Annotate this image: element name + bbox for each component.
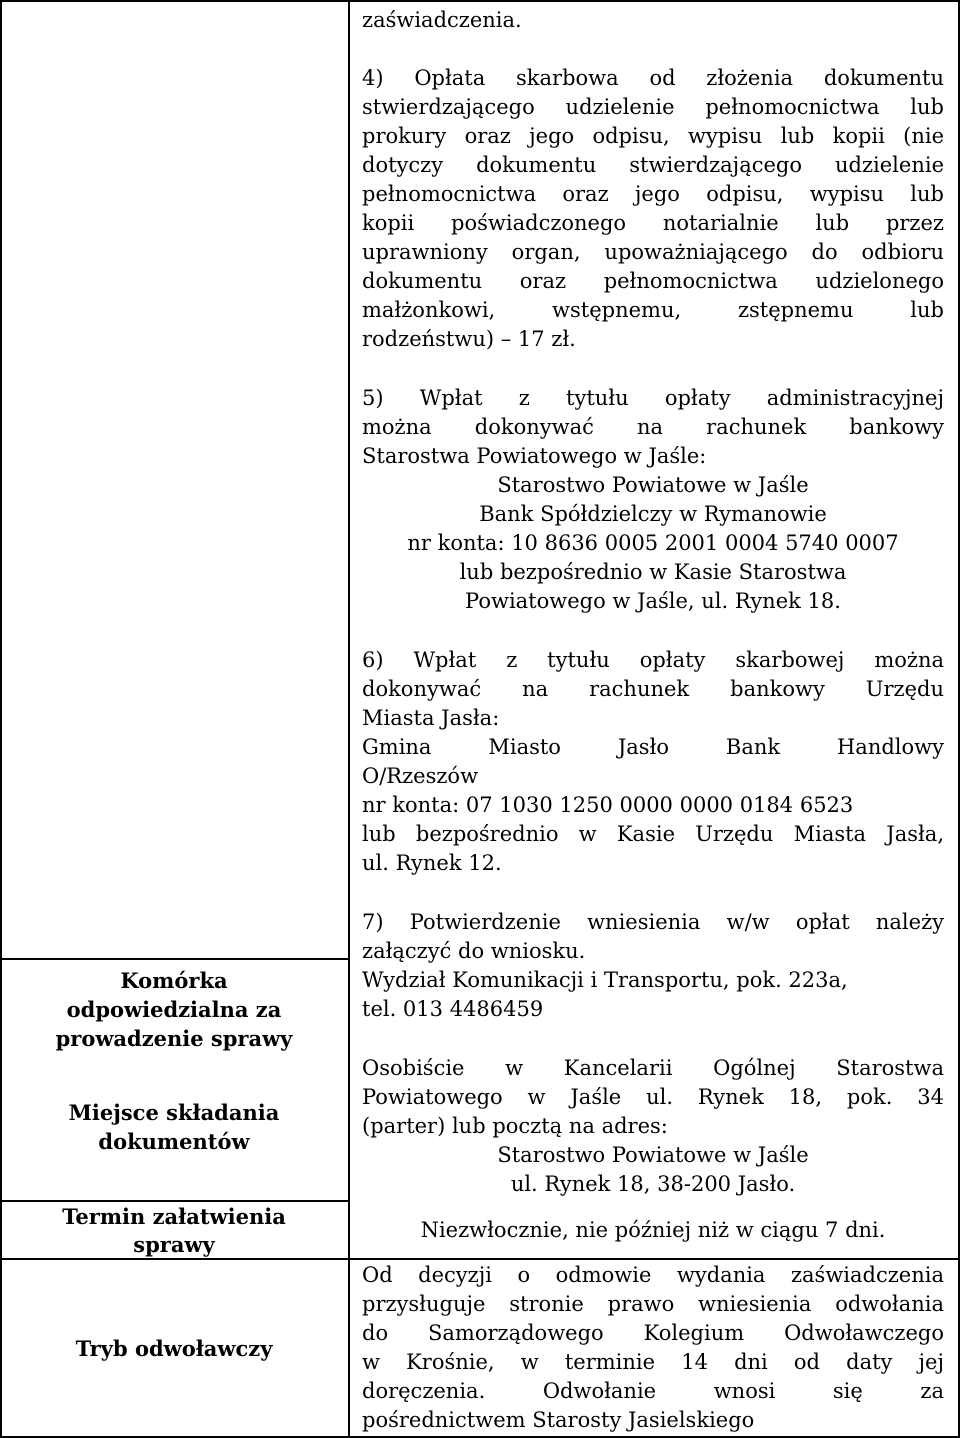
text-line: 6) Wpłat z tytułu opłaty skarbowej można: [362, 648, 944, 672]
text-line: lub bezpośrednio w Kasie Starostwa: [459, 560, 847, 584]
text-line: 5) Wpłat z tytułu opłaty administracyjnej: [362, 386, 944, 410]
text-line: prokury oraz jego odpisu, wypisu lub kopii (nie: [362, 124, 944, 148]
continuation-text: zaświadczenia.: [362, 8, 522, 32]
text-line: rodzeństwu) – 17 zł.: [362, 327, 576, 351]
column-divider: [348, 0, 350, 1436]
text-line: uprawniony organ, upoważniającego do odbioru: [362, 240, 944, 264]
text-line: można dokonywać na rachunek bankowy: [362, 415, 944, 439]
label-line: prowadzenie sprawy: [55, 1026, 293, 1051]
address-line: ul. Rynek 18, 38-200 Jasło.: [510, 1172, 796, 1196]
text-line: pełnomocnictwa oraz jego odpisu, wypisu lub: [362, 182, 944, 206]
text-line: stwierdzającego udzielenie pełnomocnictwa lub: [362, 95, 944, 119]
account-number: nr konta: 07 1030 1250 0000 0000 0184 6523: [362, 793, 854, 817]
address-line: Starostwo Powiatowe w Jaśle: [497, 1143, 809, 1167]
deadline-value: Niezwłocznie, nie później niż w ciągu 7 dni.: [420, 1218, 886, 1242]
row-divider: [0, 958, 348, 960]
bank-name: Bank Spółdzielczy w Rymanowie: [479, 502, 827, 526]
label-line: odpowiedzialna za: [66, 997, 282, 1022]
text-line: (parter) lub pocztą na adres:: [362, 1114, 668, 1138]
account-holder: Starostwo Powiatowe w Jaśle: [497, 473, 809, 497]
text-line: Powiatowego w Jaśle, ul. Rynek 18.: [465, 589, 841, 613]
text-line: dokumentu oraz pełnomocnictwa udzielonego: [362, 269, 944, 293]
text-line: dokonywać na rachunek bankowy Urzędu: [362, 677, 944, 701]
account-number: nr konta: 10 8636 0005 2001 0004 5740 0007: [407, 531, 899, 555]
text-line: pośrednictwem Starosty Jasielskiego: [362, 1408, 755, 1432]
text-line: 7) Potwierdzenie wniesienia w/w opłat należy: [362, 910, 944, 934]
label-appeal-procedure: Tryb odwoławczy: [75, 1336, 273, 1361]
label-line: Komórka: [120, 968, 228, 993]
text-line: lub bezpośrednio w Kasie Urzędu Miasta Jasła,: [362, 822, 944, 846]
text-line: małżonkowi, wstępnemu, zstępnemu lub: [362, 298, 944, 322]
text-line: Od decyzji o odmowie wydania zaświadczenia: [362, 1263, 944, 1287]
label-line: Miejsce składania: [68, 1100, 280, 1125]
text-line: Wydział Komunikacji i Transportu, pok. 223a,: [362, 968, 848, 992]
text-line: Starostwa Powiatowego w Jaśle:: [362, 444, 707, 468]
text-line: załączyć do wniosku.: [362, 939, 586, 963]
label-line: dokumentów: [98, 1129, 250, 1154]
text-line: do Samorządowego Kolegium Odwoławczego: [362, 1321, 944, 1345]
text-line: ul. Rynek 12.: [362, 851, 502, 875]
text-line: kopii poświadczonego notarialnie lub przez: [362, 211, 944, 235]
label-line: sprawy: [133, 1232, 215, 1257]
text-line: Miasta Jasła:: [362, 706, 500, 730]
text-line: w Krośnie, w terminie 14 dni od daty jej: [362, 1350, 944, 1374]
text-line: Powiatowego w Jaśle ul. Rynek 18, pok. 34: [362, 1085, 944, 1109]
text-line: tel. 013 4486459: [362, 997, 544, 1021]
text-line: Osobiście w Kancelarii Ogólnej Starostwa: [362, 1056, 944, 1080]
text-line: doręczenia. Odwołanie wnosi się za: [362, 1379, 944, 1403]
text-line: przysługuje stronie prawo wniesienia odwołania: [362, 1292, 944, 1316]
text-line: O/Rzeszów: [362, 764, 479, 788]
label-line: Termin załatwienia: [62, 1204, 286, 1229]
text-line: 4) Opłata skarbowa od złożenia dokumentu: [362, 66, 944, 90]
bank-name: Gmina Miasto Jasło Bank Handlowy: [362, 735, 944, 759]
text-line: dotyczy dokumentu stwierdzającego udzielenie: [362, 153, 944, 177]
